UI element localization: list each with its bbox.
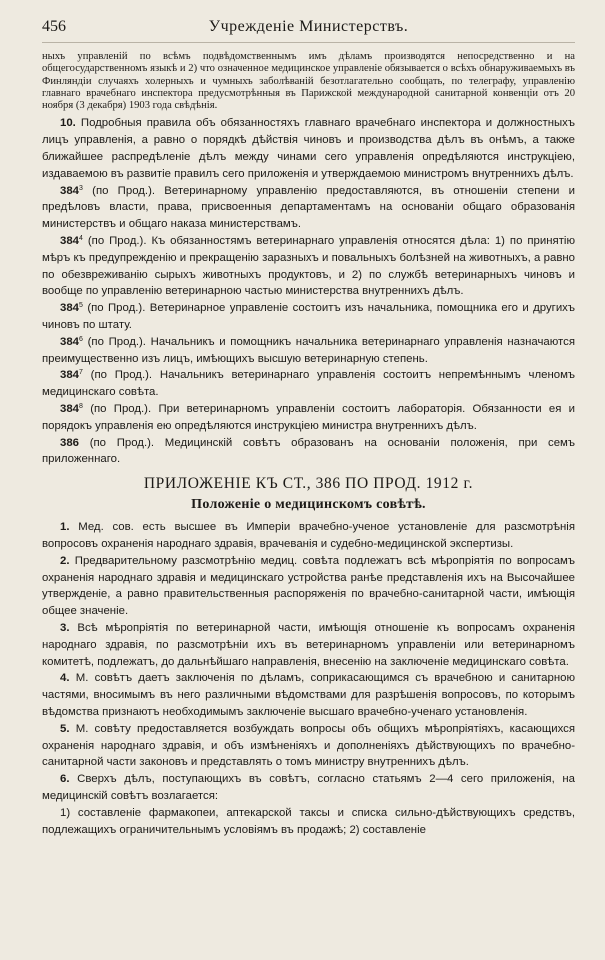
article-paragraph: $384^3$ (по Прод.). Ветеринарному управленію предоставляются, въ отношеніи степени и предѣловъ власти, права, присвоенныя департаментамъ на основаніи общаго образованія министерствъ и общаго наказа министерствамъ. (42, 184, 575, 231)
article-paragraph: $384^4$ (по Прод.). Къ обязанностямъ ветеринарнаго управленія относятся дѣла: 1) по принятію мѣръ къ предупрежденію и прекращенію заразныхъ и повальныхъ болѣзней на животныхъ, а равно по обезвреживанію сырыхъ животныхъ продуктовъ, и 2) по службѣ ветеринарныхъ чиновъ и вообще по управленію ветеринарною частью министерства внутреннихъ дѣлъ. (42, 235, 575, 298)
article-paragraph: $384^8$ (по Прод.). При ветеринарномъ управленіи состоитъ лабораторія. Обязанности ея и порядокъ управленія ею опредѣляются инструкціею министра внутреннихъ дѣлъ. (42, 403, 576, 432)
article-paragraph: $384^5$ (по Прод.). Ветеринарное управленіе состоитъ изъ начальника, помощника его и другихъ чиновъ по штату. (42, 302, 576, 332)
appendix-title: ПРИЛОЖЕНІЕ КЪ СТ., 386 ПО ПРОД. 1912 г. (143, 475, 474, 493)
page-header (42, 18, 575, 43)
appendix-item: 1) составленіе фармакопеи, аптекарской таксы и списка сильно-дѣйствующихъ средствъ, подлежащихъ ограничительнымъ условіямъ въ продажѣ; 2) составленіе (42, 806, 575, 836)
running-title: Учрежденiе Министерствъ. (208, 18, 409, 35)
article-paragraph: 10. Подробныя правила объ обязанностяхъ главнаго врачебнаго инспектора и должностныхъ лицъ управленія, а равно о порядкѣ дѣйствія чиновъ и производства дѣлъ въ онѣмъ, а также ближайшее распредѣленіе дѣлъ между чинами сего управленія опредѣляются инструкціею, издаваемою въ развитіе правилъ сего приложенія и утверждаемою министромъ внутреннихъ дѣлъ. (42, 117, 575, 180)
appendix-item: 4. М. совѣтъ даетъ заключенія по дѣламъ, соприкасающимся съ врачебною и санитарною частями, вносимымъ въ него различными вѣдомствами для разрѣшенія вопросовъ, по которымъ вѣдомства признаютъ необходимымъ заключеніе высшаго врачебно-ученаго установленія. (42, 672, 575, 718)
appendix-item: 3. Всѣ мѣропріятія по ветеринарной части, имѣющія отношеніе къ вопросамъ охраненія народнаго здравія, по разсмотрѣніи ихъ въ ветеринарномъ управленіи или ветеринарномъ комитетѣ, подлежатъ, до дальнѣйшаго направленія, внесенію на заключеніе медицинскаго совѣта. (42, 622, 575, 668)
appendix-section (42, 519, 575, 838)
articles-section (42, 115, 575, 468)
article-paragraph: 386 (по Прод.). Медицинскій совѣтъ образованъ на основаніи положенія, при семъ приложеннаго. (42, 436, 576, 466)
footnote-continuation: ныхъ управленій по всѣмъ подвѣдомственнымъ имъ дѣламъ производятся непосредственно и на общегосударственномъ языкѣ и 2) что означенное медицинское управленіе обязывается о всѣхъ обнаруживаемыхъ въ Финляндіи случаяхъ холерныхъ и чумныхъ заболѣваній безотлагательно сообщать, по телеграфу, управленію главнаго врачебнаго инспектора предусмотрѣнныя въ Парижской международной санитарной конвенціи отъ 20 ноября (3 декабря) 1903 года свѣдѣнія. (42, 51, 575, 112)
article-paragraph: $384^6$ (по Прод.). Начальникъ и помощникъ начальника ветеринарнаго управленія назначаются преимущественно изъ лицъ, имѣющихъ высшую ветеринарную степень. (42, 335, 575, 365)
appendix-item: 6. Сверхъ дѣлъ, поступающихъ въ совѣтъ, согласно статьямъ 2—4 сего приложенія, на медицинскій совѣтъ возлагается: (42, 773, 575, 802)
appendix-item: 5. М. совѣту предоставляется возбуждать вопросы объ общихъ мѣропріятіяхъ, касающихся охраненія народнаго здравія, и объ измѣненіяхъ и дополненіяхъ дѣйствующихъ по врачебно-санитарной части законовъ и представлять о томъ министру внутреннихъ дѣлъ. (42, 722, 575, 769)
appendix-item: 1. Мед. сов. есть высшее въ Имперіи врачебно-ученое установленіе для разсмотрѣнія вопросовъ охраненія народнаго здравія, врачеванія и судебно-медицинской экспертизы. (42, 521, 576, 551)
appendix-item: 2. Предварительному разсмотрѣнію медиц. совѣта подлежатъ всѣ мѣропріятія по вопросамъ охраненія народнаго здравія и медицинскаго устройства ранѣе представленія ихъ на Высочайшее утвержденіе, а равно правительственныя распоряженія по врачебно-санитарной части, имѣющія общее значеніе. (42, 554, 575, 618)
appendix-subtitle: Положеніе о медицинскомъ совѣтѣ. (191, 497, 426, 513)
article-paragraph: $384^7$ (по Прод.). Начальникъ ветеринарнаго управленія состоитъ непремѣннымъ членомъ медицинскаго совѣта. (42, 369, 576, 399)
page-number: 456 (42, 18, 66, 35)
